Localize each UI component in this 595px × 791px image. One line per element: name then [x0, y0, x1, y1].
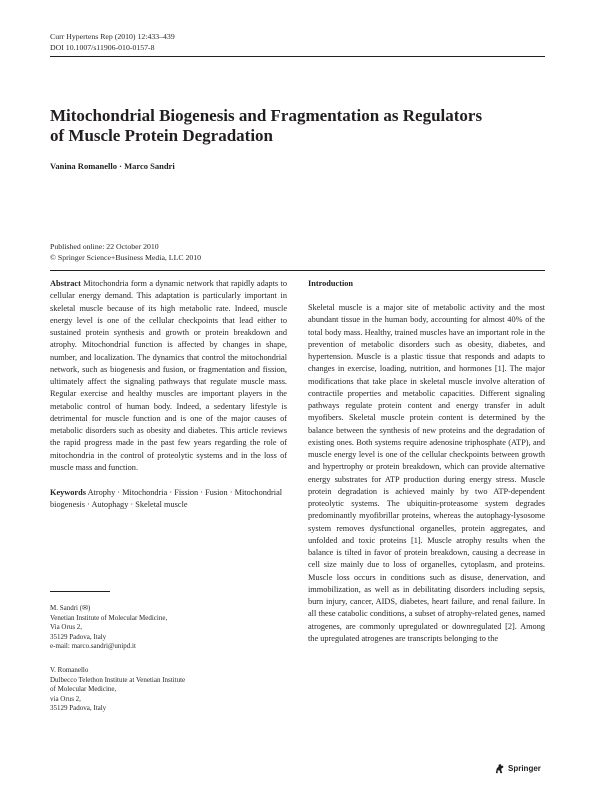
affiliation-romanello — [50, 666, 185, 714]
header-rule — [50, 56, 545, 57]
abstract — [50, 278, 287, 474]
journal-citation: Curr Hypertens Rep (2010) 12:433–439 — [50, 32, 175, 41]
affiliation-line: Via Orus 2, — [50, 623, 83, 632]
published-date: Published online: 22 October 2010 — [50, 242, 159, 251]
section-heading-introduction: Introduction — [308, 279, 354, 288]
publisher-logo — [494, 763, 541, 774]
right-column — [308, 278, 545, 645]
affiliation-line: of Molecular Medicine, — [50, 685, 117, 694]
publication-info — [50, 241, 201, 263]
affiliation-line: Dulbecco Telethon Institute at Venetian Institute — [50, 675, 186, 684]
keywords-label: Keywords — [50, 488, 86, 497]
affiliation-line: 35129 Padova, Italy — [50, 632, 107, 641]
article-title — [50, 106, 550, 146]
journal-header — [50, 31, 175, 53]
abstract-text: Mitochondria form a dynamic network that rapidly adapts to cellular energy demand. This adaptation is particularly important in skeletal muscle because of its high metabolic rate. Indeed, muscle energy level is one of the cellular checkpoints that lead either to sustained protein synthesis and growth or protein breakdown and atrophy. Mitochondrial function is affected by changes in shape, number, and localization. The dynamics that control the mitochondrial network, such as biogenesis and fusion, or fragmentation and fission, ultimately affect the signaling pathways that regulate muscle mass. Regular exercise and healthy muscles are important players in the metabolic control of human body. Indeed, a sedentary lifestyle is detrimental for muscle function and is one of the major causes of metabolic disorders such as obesity and diabetes. This article reviews the rapid progress made in the past few years regarding the role of mitochondria in the control of proteolytic systems and in the loss of muscle mass and function. — [50, 279, 287, 472]
keywords-text: Atrophy · Mitochondria · Fission · Fusion · Mitochondrial biogenesis · Autophagy · Skeletal muscle — [50, 488, 283, 510]
title-line-2: of Muscle Protein Degradation — [50, 126, 274, 145]
copyright-notice: © Springer Science+Business Media, LLC 2010 — [50, 253, 202, 262]
affiliation-sandri — [50, 604, 167, 652]
author-list: Vanina Romanello · Marco Sandri — [50, 161, 175, 171]
abstract-label: Abstract — [50, 279, 81, 288]
affiliation-line: 35129 Padova, Italy — [50, 704, 107, 713]
affiliation-email: e-mail: marco.sandri@unipd.it — [50, 642, 136, 651]
section-rule — [50, 270, 545, 271]
affiliation-line: Venetian Institute of Molecular Medicine, — [50, 613, 168, 622]
publisher-name: Springer — [508, 764, 541, 773]
title-line-1: Mitochondrial Biogenesis and Fragmentation as Regulators — [50, 106, 483, 125]
keywords — [50, 487, 287, 512]
affiliation-line: via Orus 2, — [50, 694, 81, 703]
springer-horse-icon — [494, 763, 505, 774]
introduction-text: Skeletal muscle is a major site of metabolic activity and the most abundant tissue in the human body, accounting for almost 40% of the total body mass. Healthy, trained muscles have an important role in the prevention of metabolic disorders such as obesity, diabetes, and hypertension. Muscle is a plastic tissue that responds and adapts to changes in exercise, loading, nutrition, and hormones [1]. The major modifications that take place in skeletal muscle involve alteration of contractile properties and metabolic capacities. Different signaling pathways regulate protein content and energy transfer in adult myofibers. Skeletal muscle protein content is determined by the balance between the synthesis of new proteins and the degradation of existing ones. Both systems require adenosine triphosphate (ATP), and muscle energy level is one of the cellular checkpoints between growth and hypertrophy or protein breakdown, which can provide alternative energy substrates for ATP production during energy stress. Muscle protein degradation is achieved mainly by two ATP-dependent proteolytic systems. The ubiquitin-proteasome system degrades predominantly myofibrillar proteins, whereas the autophagy-lysosome system removes dysfunctional organelles, protein aggregates, and unfolded and toxic proteins [1]. Muscle atrophy results when the balance is tilted in favor of protein breakdown, causing a decrease in cell size mainly due to loss of organelles, cytoplasm, and proteins. Muscle loss occurs in conditions such as disuse, denervation, and immobilization, as well as in debilitating disorders including sepsis, burn injury, cancer, AIDS, diabetes, heart failure, and renal failure. In all these catabolic conditions, a subset of atrophy-related genes, named atrogenes, are commonly upregulated or downregulated [2]. Among the upregulated atrogenes are transcripts belonging to the — [308, 303, 545, 643]
journal-doi: DOI 10.1007/s11906-010-0157-8 — [50, 43, 155, 52]
affiliation-name: M. Sandri (✉) — [50, 604, 91, 612]
left-column — [50, 278, 287, 512]
footnote-rule — [50, 591, 110, 592]
affiliation-name: V. Romanello — [50, 666, 89, 674]
